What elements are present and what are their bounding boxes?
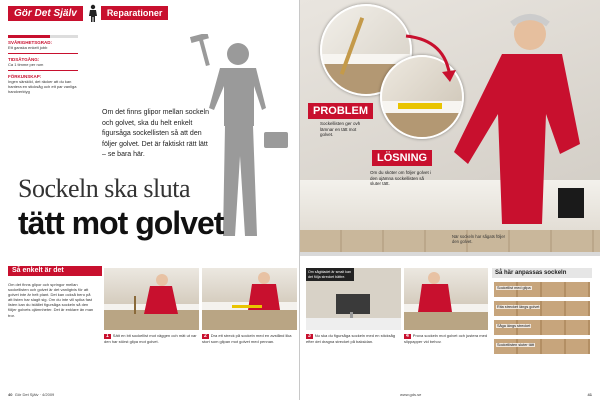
handyman-icon: [87, 4, 99, 22]
step-description: Sätt en bit sockellist mot väggen och mät ut var den har störst glipa mot golvet.: [104, 333, 197, 344]
headline-line-1: Sockeln ska sluta: [18, 174, 191, 203]
headline-line-2: tätt mot golvet: [18, 205, 224, 241]
step-number: 3: [308, 333, 311, 339]
page-url: www.gds.se: [400, 392, 422, 397]
step-3: [306, 268, 401, 344]
skills-text: Ingen särskild, det räcker att du kan hantera en sticksåg och ett par vanliga handverktyg: [8, 79, 77, 94]
problem-label: PROBLEM: [308, 103, 373, 119]
section-heading: Så enkelt är det: [8, 266, 102, 276]
time-heading: TIDSÅTGÅNG:: [8, 57, 40, 62]
sidebar-step: [494, 282, 590, 297]
step-2-photo: [202, 268, 297, 330]
step-number: 1: [106, 333, 109, 339]
sidebar-step: [494, 320, 590, 335]
step-1-text: [104, 333, 199, 344]
step-description: Nu ska du figursåga sockeln med en sticksåg efter det dragna strecket på baksidan.: [306, 333, 396, 344]
solution-label: LÖSNING: [372, 150, 432, 166]
divider: [8, 70, 78, 71]
time-text: Ca 1 timme per rum: [8, 62, 44, 67]
page-number-left: 40 Gör Det Själv · 4/2009: [8, 392, 55, 397]
sidebar-step: [494, 339, 590, 354]
step-number: 2: [204, 333, 207, 339]
sidebar-step-label: Sockellisten sluter tätt: [497, 343, 534, 347]
step-1: [104, 268, 199, 344]
step-3-tip: Om sågbladet är smalt kan det följa strecket bättre.: [306, 268, 354, 281]
section-label: Gör Det Själv: [8, 6, 83, 21]
subsection-label: Reparationer: [101, 6, 169, 20]
sidebar-step-label: Rita strecket längs golvet: [497, 305, 540, 309]
step-description: Prova sockeln mot golvet och justera med slippapper vid behov.: [404, 333, 488, 344]
step-1-photo: [104, 268, 199, 330]
sidebar-step-label: Såga längs strecket: [497, 324, 531, 328]
body-text: Om det finns glipor och springor mellan sockellisten och golvet är det vanligtvis för att golvet inte är helt plant. Det kan också bero på att listen har slagit sig. Om du inte vill spika fast listen kan du istället figursåga sockeln så den följer golvets ojämnheter. Det är enklare än man tror.: [8, 282, 94, 318]
photo-caption: När sockeln har sågats följer den golvet.: [452, 234, 506, 244]
step-4-text: [404, 333, 488, 344]
sidebar-step: [494, 301, 590, 316]
solution-caption: Om du sköter om följer golvet i den ojämna sockellisten så sluter tätt.: [370, 170, 432, 186]
step-2-text: [202, 333, 297, 344]
skills-heading: FÖRKUNSKAP:: [8, 74, 42, 79]
step-3-text: [306, 333, 401, 344]
step-2: [202, 268, 297, 344]
worker-figure: [450, 10, 590, 230]
right-page: [300, 0, 600, 400]
intro-text: Om det finns glipor mellan sockeln och golvet, ska du helt enkelt figursåga sockellisten så att den följer golvet. Det är faktiskt rätt lätt – se bara här.: [102, 109, 209, 158]
difficulty-text: Ett ganska enkelt jobb: [8, 45, 48, 50]
step-4: [404, 268, 488, 344]
sidebar-step-label: Sockellist med glipa: [497, 286, 531, 290]
info-box: [8, 34, 78, 94]
step-4-photo: [404, 268, 488, 330]
arrow-icon: [400, 30, 460, 90]
step-3-photo: [306, 268, 401, 330]
howto-sidebar: [492, 268, 592, 386]
page-number-right: 41: [587, 392, 592, 397]
sidebar-heading: Så här anpassas sockeln: [492, 268, 592, 278]
section-header: [8, 4, 168, 22]
step-number: 4: [406, 333, 409, 339]
problem-caption: Sockellisten ger ovh lämnar en tätt mot golvet.: [320, 121, 361, 137]
step-description: Dra ett streck på sockeln med en avstånd lika stort som glipan mot golvet med pennan.: [202, 333, 292, 344]
floor: [300, 230, 600, 252]
difficulty-bar: [8, 35, 78, 38]
divider: [8, 53, 78, 54]
difficulty-heading: SVÅRIGHETSGRAD:: [8, 40, 53, 45]
